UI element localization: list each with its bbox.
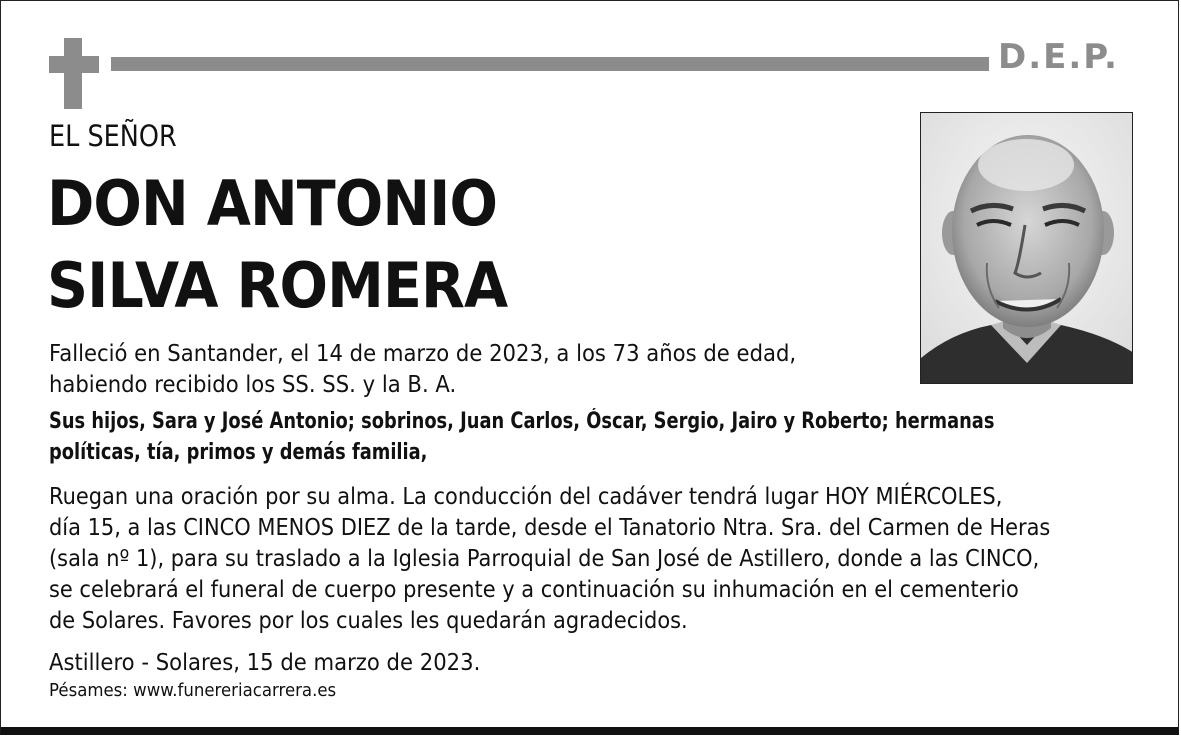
death-announcement xyxy=(49,339,796,401)
cross-horizontal-bar xyxy=(49,56,99,73)
funeral-details xyxy=(49,482,1050,637)
family-line: Sus hijos, Sara y José Antonio; sobrinos, Juan Carlos, Óscar, Sergio, Jairo y Roberto; hermanas xyxy=(49,409,995,434)
header-rule xyxy=(111,57,989,71)
deceased-portrait xyxy=(920,112,1133,384)
details-line: Ruegan una oración por su alma. La conducción del cadáver tendrá lugar HOY MIÉRCOLES, xyxy=(49,484,1003,510)
family-line: políticas, tía, primos y demás familia, xyxy=(49,440,428,465)
dep-label: D.E.P. xyxy=(998,37,1119,77)
deceased-name-line2: SILVA ROMERA xyxy=(47,249,508,322)
family-list xyxy=(49,406,994,468)
cross-vertical-bar xyxy=(64,38,82,109)
place-date: Astillero - Solares, 15 de marzo de 2023. xyxy=(49,650,481,676)
details-line: de Solares. Favores por los cuales les quedarán agradecidos. xyxy=(49,608,688,634)
deceased-name-line1: DON ANTONIO xyxy=(47,167,498,240)
intro-line: habiendo recibido los SS. SS. y la B. A. xyxy=(49,372,457,398)
details-line: día 15, a las CINCO MENOS DIEZ de la tarde, desde el Tanatorio Ntra. Sra. del Carmen de Heras xyxy=(49,515,1051,541)
intro-line: Falleció en Santander, el 14 de marzo de 2023, a los 73 años de edad, xyxy=(49,341,797,367)
details-line: (sala nº 1), para su traslado a la Iglesia Parroquial de San José de Astillero, donde a las CINCO, xyxy=(49,546,1040,572)
honorific-title: EL SEÑOR xyxy=(49,119,177,153)
details-line: se celebrará el funeral de cuerpo presente y a continuación su inhumación en el cementerio xyxy=(49,577,1019,603)
portrait-image xyxy=(921,113,1133,384)
condolences-link[interactable]: Pésames: www.funereriacarrera.es xyxy=(49,680,337,701)
